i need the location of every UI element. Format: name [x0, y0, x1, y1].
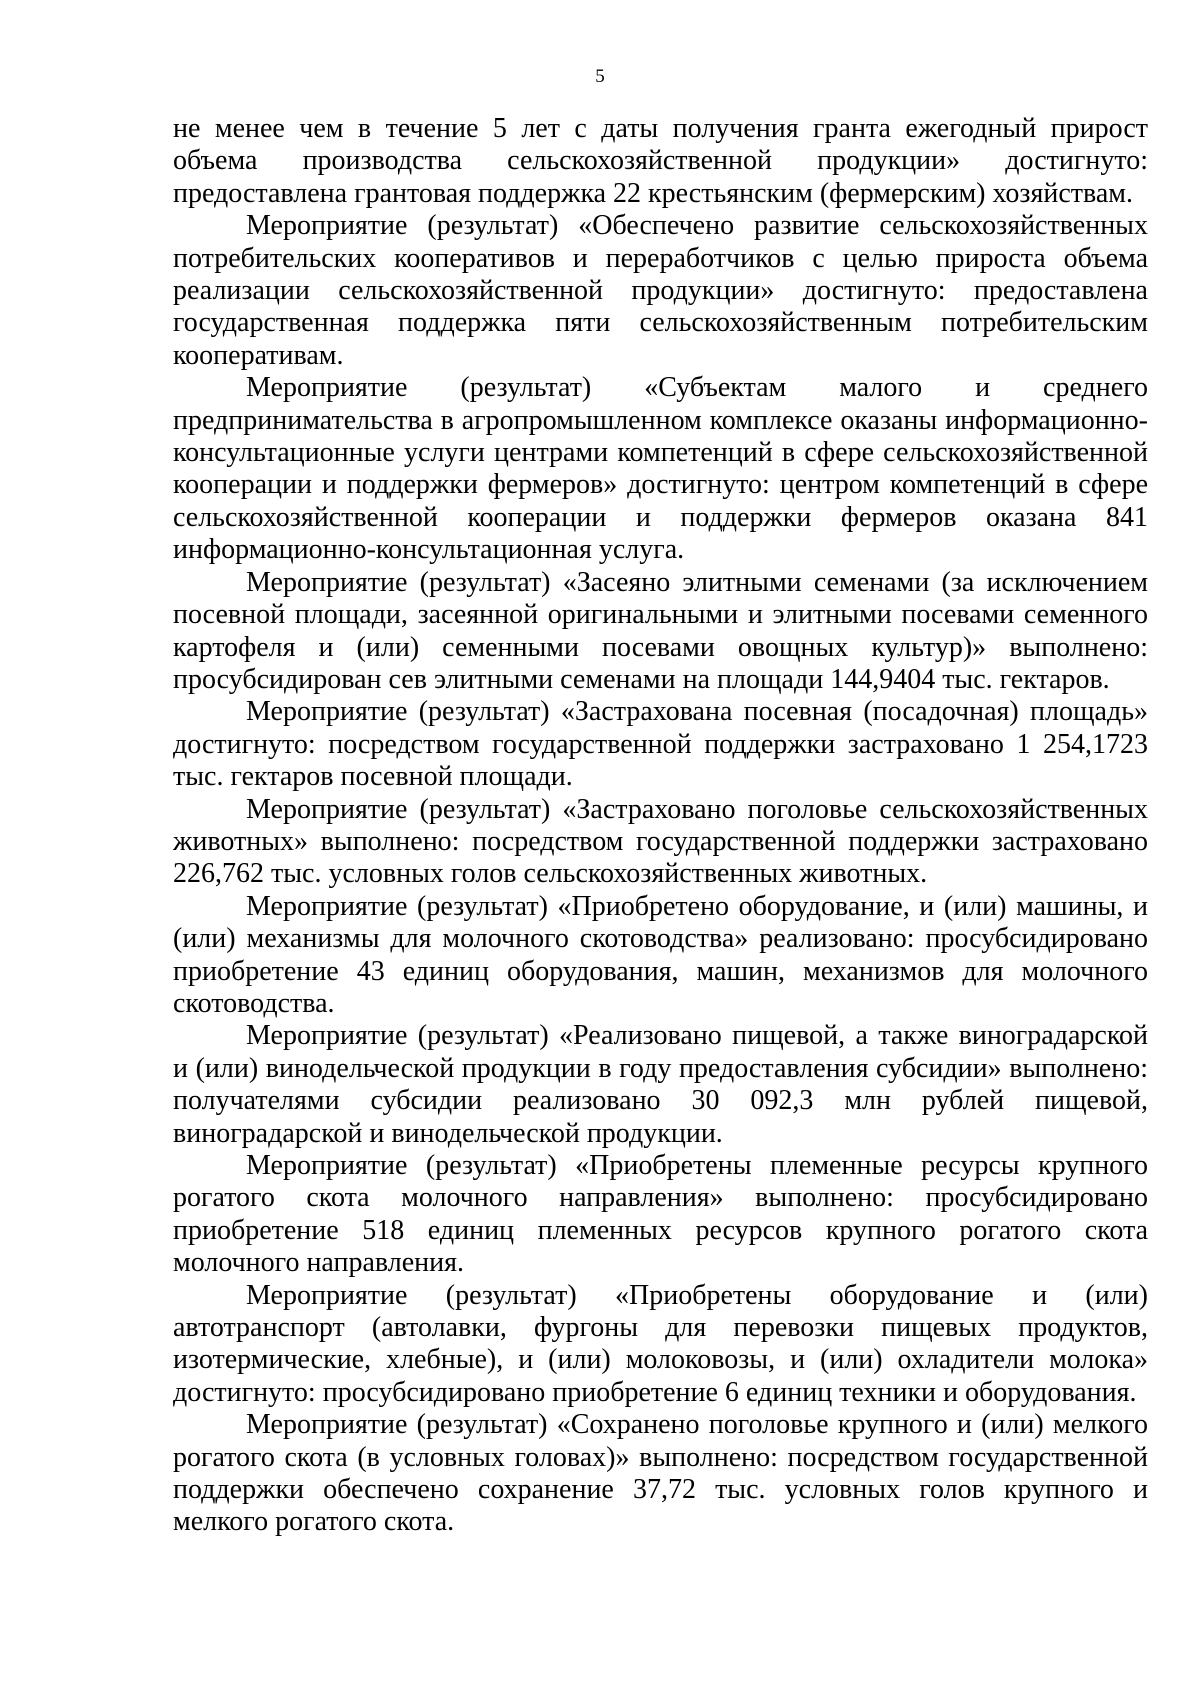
paragraph-vehicles-equipment: Мероприятие (результат) «Приобретены оборудование и (или) автотранспорт (автолавки, фургоны для перевозки пищевых продуктов, изотермические, хлебные), и (или) молоковозы, и (или) охладители молока» достигнуто: просубсидировано приобретение 6 единиц техники и оборудования. — [173, 1279, 1148, 1408]
paragraph-cooperatives-support: Мероприятие (результат) «Обеспечено развитие сельскохозяйственных потребительских кооперативов и переработчиков с целью прироста объема реализации сельскохозяйственной продукции» достигнуто: предоставлена государственная поддержка пяти сельскохозяйственным потребительским кооперативам. — [173, 210, 1148, 371]
paragraph-food-wine-products: Мероприятие (результат) «Реализовано пищевой, а также виноградарской и (или) винодельческой продукции в году предоставления субсидии» выполнено: получателями субсидии реализовано 30 092,3 млн рублей пищевой, виноградарской и винодельческой продукции. — [173, 1020, 1148, 1149]
page-number: 5 — [595, 66, 605, 87]
paragraph-insured-livestock: Мероприятие (результат) «Застраховано поголовье сельскохозяйственных животных» выполнено: посредством государственной поддержки застраховано 226,762 тыс. условных голов сельскохозяйственных животных. — [173, 793, 1148, 890]
paragraph-livestock-preserved: Мероприятие (результат) «Сохранено поголовье крупного и (или) мелкого рогатого скота (в условных головах)» выполнено: посредством государственной поддержки обеспечено сохранение 37,72 тыс. условных голов крупного и мелкого рогатого скота. — [173, 1409, 1148, 1538]
paragraph-breeding-cattle: Мероприятие (результат) «Приобретены племенные ресурсы крупного рогатого скота молочного направления» выполнено: просубсидировано приобретение 518 единиц племенных ресурсов крупного рогатого скота молочного направления. — [173, 1150, 1148, 1279]
paragraph-competence-center: Мероприятие (результат) «Субъектам малого и среднего предпринимательства в агропромышленном комплексе оказаны информационно-консультационные услуги центрами компетенций в сфере сельскохозяйственной кооперации и поддержки фермеров» достигнуто: центром компетенций в сфере сельскохозяйственной кооперации и поддержки фермеров оказана 841 информационно-консультационная услуга. — [173, 372, 1148, 566]
paragraph-insured-area: Мероприятие (результат) «Застрахована посевная (посадочная) площадь» достигнуто: посредством государственной поддержки застраховано 1 254,1723 тыс. гектаров посевной площади. — [173, 696, 1148, 793]
paragraph-dairy-equipment: Мероприятие (результат) «Приобретено оборудование, и (или) машины, и (или) механизмы для молочного скотоводства» реализовано: просубсидировано приобретение 43 единиц оборудования, машин, механизмов для молочного скотоводства. — [173, 890, 1148, 1019]
document-body — [173, 113, 1148, 1539]
paragraph-continuation: не менее чем в течение 5 лет с даты получения гранта ежегодный прирост объема производства сельскохозяйственной продукции» достигнуто: предоставлена грантовая поддержка 22 крестьянским (фермерским) хозяйствам. — [173, 113, 1148, 209]
paragraph-elite-seeds: Мероприятие (результат) «Засеяно элитными семенами (за исключением посевной площади, засеянной оригинальными и элитными посевами семенного картофеля и (или) семенными посевами овощных культур)» выполнено: просубсидирован сев элитными семенами на площади 144,9404 тыс. гектаров. — [173, 566, 1148, 695]
